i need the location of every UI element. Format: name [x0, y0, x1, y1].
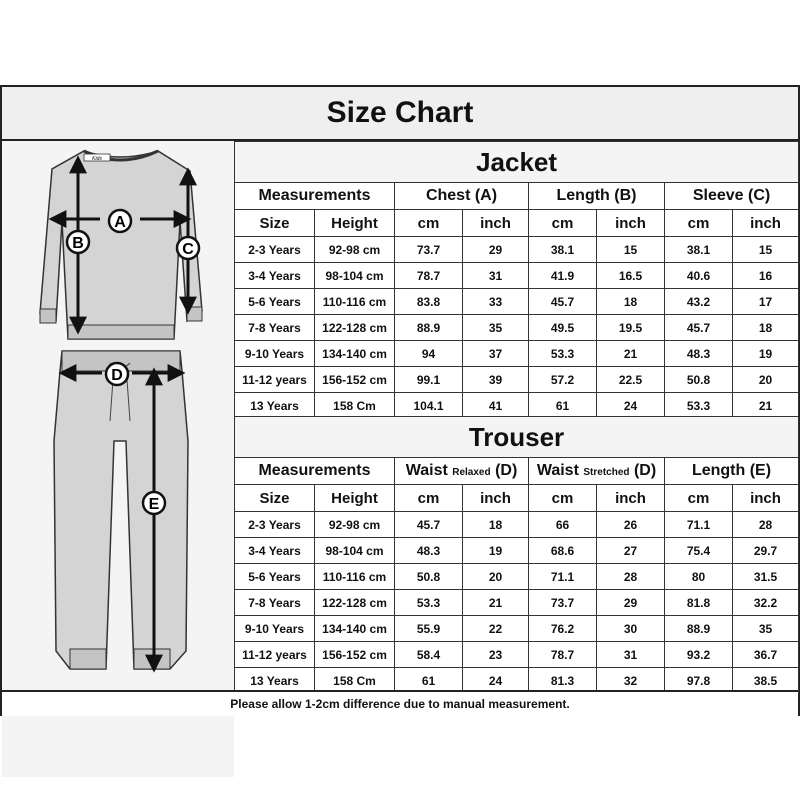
garment-diagram: [2, 141, 234, 691]
footer-note: Please allow 1-2cm difference due to manual measurement.: [2, 690, 798, 716]
table-cell: 32.2: [733, 590, 799, 616]
table-cell: 5-6 Years: [235, 564, 315, 590]
table-cell: 39: [463, 367, 529, 393]
table-cell: 13 Years: [235, 393, 315, 419]
table-cell: 48.3: [665, 341, 733, 367]
waist-stretched-qualifier: Stretched: [583, 467, 630, 478]
trouser-col-waist-relaxed: [395, 458, 529, 485]
table-row: [235, 315, 799, 341]
table-cell: 38.1: [665, 237, 733, 263]
table-cell: 38.1: [529, 237, 597, 263]
table-cell: 45.7: [395, 512, 463, 538]
table-cell: 18: [597, 289, 665, 315]
table-cell: 53.3: [529, 341, 597, 367]
table-cell: 20: [463, 564, 529, 590]
table-cell: 16.5: [597, 263, 665, 289]
table-cell: 78.7: [529, 642, 597, 668]
subheader-cell: cm: [395, 485, 463, 512]
table-cell: 17: [733, 289, 799, 315]
size-chart: [0, 85, 800, 716]
table-cell: 31: [597, 642, 665, 668]
label-b: B: [72, 235, 84, 252]
table-cell: 7-8 Years: [235, 315, 315, 341]
table-row: [235, 341, 799, 367]
table-cell: 134-140 cm: [315, 341, 395, 367]
waist-stretched-tag: (D): [633, 462, 657, 479]
table-cell: 21: [733, 393, 799, 419]
table-cell: 158 Cm: [315, 393, 395, 419]
table-cell: 41: [463, 393, 529, 419]
table-cell: 18: [463, 512, 529, 538]
table-cell: 30: [597, 616, 665, 642]
table-cell: 92-98 cm: [315, 237, 395, 263]
table-cell: 97.8: [665, 668, 733, 694]
table-row: [235, 512, 799, 538]
table-cell: 26: [597, 512, 665, 538]
subheader-cell: cm: [395, 210, 463, 237]
subheader-cell: cm: [529, 210, 597, 237]
table-cell: 73.7: [529, 590, 597, 616]
subheader-cell: cm: [665, 485, 733, 512]
table-cell: 57.2: [529, 367, 597, 393]
table-cell: 11-12 years: [235, 642, 315, 668]
table-cell: 53.3: [395, 590, 463, 616]
table-cell: 88.9: [395, 315, 463, 341]
table-cell: 98-104 cm: [315, 263, 395, 289]
table-row: [235, 538, 799, 564]
garment-illustration-panel: [2, 141, 234, 777]
table-cell: 19: [463, 538, 529, 564]
trouser-heading: Trouser: [235, 417, 799, 458]
table-cell: 28: [597, 564, 665, 590]
table-cell: 98-104 cm: [315, 538, 395, 564]
jacket-size-table: [234, 141, 799, 419]
table-cell: 93.2: [665, 642, 733, 668]
jacket-col-length: Length (B): [529, 183, 665, 210]
table-cell: 29: [597, 590, 665, 616]
subheader-cell: inch: [733, 210, 799, 237]
jacket-col-sleeve: Sleeve (C): [665, 183, 799, 210]
table-cell: 61: [395, 668, 463, 694]
table-cell: 7-8 Years: [235, 590, 315, 616]
table-cell: 50.8: [665, 367, 733, 393]
subheader-cell: inch: [463, 210, 529, 237]
table-cell: 92-98 cm: [315, 512, 395, 538]
table-cell: 40.6: [665, 263, 733, 289]
table-cell: 71.1: [665, 512, 733, 538]
table-cell: 76.2: [529, 616, 597, 642]
table-row: [235, 393, 799, 419]
table-cell: 35: [463, 315, 529, 341]
table-cell: 21: [463, 590, 529, 616]
trouser-col-length: Length (E): [665, 458, 799, 485]
subheader-cell: Height: [315, 210, 395, 237]
table-cell: 5-6 Years: [235, 289, 315, 315]
table-cell: 21: [597, 341, 665, 367]
table-cell: 73.7: [395, 237, 463, 263]
table-cell: 58.4: [395, 642, 463, 668]
table-cell: 20: [733, 367, 799, 393]
trouser-subheader-row: [235, 485, 799, 512]
table-cell: 36.7: [733, 642, 799, 668]
subheader-cell: Height: [315, 485, 395, 512]
table-cell: 15: [733, 237, 799, 263]
table-cell: 53.3: [665, 393, 733, 419]
table-cell: 81.8: [665, 590, 733, 616]
table-row: [235, 289, 799, 315]
table-cell: 2-3 Years: [235, 237, 315, 263]
table-cell: 122-128 cm: [315, 315, 395, 341]
table-row: [235, 616, 799, 642]
table-cell: 33: [463, 289, 529, 315]
table-row: [235, 263, 799, 289]
table-row: [235, 590, 799, 616]
table-cell: 29: [463, 237, 529, 263]
subheader-cell: cm: [665, 210, 733, 237]
table-cell: 35: [733, 616, 799, 642]
jacket-col-measurements: Measurements: [235, 183, 395, 210]
trouser-col-waist-stretched: [529, 458, 665, 485]
table-cell: 156-152 cm: [315, 642, 395, 668]
table-cell: 88.9: [665, 616, 733, 642]
waist-stretched-label: Waist: [536, 462, 579, 479]
table-cell: 38.5: [733, 668, 799, 694]
table-row: [235, 642, 799, 668]
table-cell: 48.3: [395, 538, 463, 564]
label-e: E: [148, 496, 160, 513]
table-cell: 18: [733, 315, 799, 341]
table-row: [235, 237, 799, 263]
page-title: Size Chart: [2, 87, 798, 141]
table-cell: 37: [463, 341, 529, 367]
table-cell: 83.8: [395, 289, 463, 315]
table-cell: 19.5: [597, 315, 665, 341]
subheader-cell: inch: [597, 210, 665, 237]
table-cell: 66: [529, 512, 597, 538]
table-cell: 110-116 cm: [315, 289, 395, 315]
table-cell: 43.2: [665, 289, 733, 315]
table-cell: 13 Years: [235, 668, 315, 694]
table-cell: 122-128 cm: [315, 590, 395, 616]
table-cell: 15: [597, 237, 665, 263]
table-row: [235, 367, 799, 393]
table-cell: 19: [733, 341, 799, 367]
table-cell: 22: [463, 616, 529, 642]
table-cell: 11-12 years: [235, 367, 315, 393]
table-cell: 45.7: [529, 289, 597, 315]
table-cell: 81.3: [529, 668, 597, 694]
table-cell: 31.5: [733, 564, 799, 590]
table-cell: 68.6: [529, 538, 597, 564]
subheader-cell: inch: [733, 485, 799, 512]
table-cell: 78.7: [395, 263, 463, 289]
jacket-col-chest: Chest (A): [395, 183, 529, 210]
table-cell: 156-152 cm: [315, 367, 395, 393]
subheader-cell: Size: [235, 210, 315, 237]
waist-relaxed-qualifier: Relaxed: [452, 467, 491, 478]
table-cell: 27: [597, 538, 665, 564]
table-cell: 9-10 Years: [235, 341, 315, 367]
table-cell: 104.1: [395, 393, 463, 419]
jacket-rows: [235, 237, 799, 419]
table-cell: 55.9: [395, 616, 463, 642]
jacket-heading: Jacket: [235, 142, 799, 183]
table-cell: 24: [597, 393, 665, 419]
table-cell: 16: [733, 263, 799, 289]
table-cell: 2-3 Years: [235, 512, 315, 538]
table-cell: 50.8: [395, 564, 463, 590]
trouser-col-measurements: Measurements: [235, 458, 395, 485]
subheader-cell: Size: [235, 485, 315, 512]
table-cell: 61: [529, 393, 597, 419]
table-cell: 41.9: [529, 263, 597, 289]
jacket-subheader-row: [235, 210, 799, 237]
table-cell: 99.1: [395, 367, 463, 393]
label-c: C: [182, 241, 194, 258]
table-cell: 22.5: [597, 367, 665, 393]
trouser-drawing: [54, 351, 188, 669]
table-cell: 45.7: [665, 315, 733, 341]
subheader-cell: inch: [597, 485, 665, 512]
table-cell: 3-4 Years: [235, 263, 315, 289]
table-cell: 110-116 cm: [315, 564, 395, 590]
table-cell: 9-10 Years: [235, 616, 315, 642]
table-cell: 23: [463, 642, 529, 668]
table-cell: 94: [395, 341, 463, 367]
subheader-cell: cm: [529, 485, 597, 512]
table-cell: 31: [463, 263, 529, 289]
table-cell: 32: [597, 668, 665, 694]
label-d: D: [111, 367, 123, 384]
table-cell: 134-140 cm: [315, 616, 395, 642]
table-cell: 49.5: [529, 315, 597, 341]
waist-relaxed-label: Waist: [405, 462, 448, 479]
table-row: [235, 564, 799, 590]
table-cell: 71.1: [529, 564, 597, 590]
trouser-rows: [235, 512, 799, 694]
label-a: A: [114, 214, 126, 231]
waist-relaxed-tag: (D): [495, 462, 518, 479]
table-cell: 3-4 Years: [235, 538, 315, 564]
table-cell: 75.4: [665, 538, 733, 564]
subheader-cell: inch: [463, 485, 529, 512]
table-cell: 24: [463, 668, 529, 694]
trouser-size-table: [234, 416, 799, 694]
table-cell: 158 Cm: [315, 668, 395, 694]
brand-tag: Kids: [92, 156, 102, 162]
table-cell: 80: [665, 564, 733, 590]
table-cell: 28: [733, 512, 799, 538]
table-cell: 29.7: [733, 538, 799, 564]
